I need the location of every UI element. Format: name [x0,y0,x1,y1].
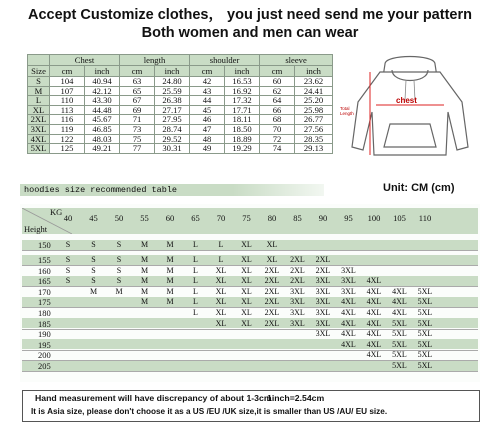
size-cell: 4XL [392,308,407,317]
size-cell: M [166,265,174,275]
size-cell: 5XL [417,350,433,360]
size-cell: M [140,240,149,249]
size-cell: L [193,286,198,296]
size-cell: S [28,77,50,87]
conversion-note: 1inch=2.54cm [267,393,325,403]
measure-cell: 64 [260,96,295,106]
size-cell: 5XL [417,339,433,349]
kg-label: KG [50,207,63,217]
measure-cell: 24.41 [295,86,333,96]
size-cell: M [28,86,50,96]
size-cell: M [166,276,174,286]
weight-header: 45 [89,213,98,223]
measure-cell: 16.92 [225,86,260,96]
title-line-2: Both women and men can wear [141,25,359,41]
size-cell: 3XL [290,318,305,328]
unit-header: cm [120,66,155,77]
size-cell: 3XL [290,297,305,307]
measure-cell: 63 [120,77,155,87]
size-cell: M [89,286,98,296]
measure-cell: 125 [50,144,85,154]
measure-cell: 18.89 [225,134,260,144]
measure-cell: 68 [260,115,295,125]
measure-cell: 17.71 [225,105,260,115]
size-cell: XL [241,276,252,286]
total-length-label-line-2: Length [340,111,354,116]
measure-cell: 119 [50,124,85,134]
size-cell: M [166,255,174,264]
measure-cell: 27.95 [155,115,190,125]
discrepancy-note: Hand measurement will have discrepancy of about 1-3cm [35,393,272,403]
weight-header: 85 [293,213,302,223]
size-cell: 5XL [417,318,433,328]
size-cell: XL [266,255,278,264]
measure-cell: 75 [120,134,155,144]
size-cell: S [65,265,71,275]
size-cell: 3XL [315,308,331,317]
height-cell: 205 [38,361,51,371]
size-cell: 5XL [392,350,407,360]
size-cell: 3XL [341,286,356,296]
size-cell: L [193,297,198,307]
measure-cell: 40.94 [85,77,120,87]
size-cell: S [116,255,122,264]
measure-cell: 26.77 [295,115,333,125]
size-cell: 3XL [315,297,331,307]
size-cell: M [166,286,174,296]
size-cell: L [218,255,224,264]
measure-cell: 65 [120,86,155,96]
measure-cell: 46.85 [85,124,120,134]
measure-cell: 47 [190,124,225,134]
group-header: shoulder [190,55,260,66]
measure-cell: 44 [190,96,225,106]
size-cell: L [193,240,198,249]
height-label: Height [24,224,48,234]
size-cell: 2XL [264,297,280,307]
measure-cell: 25.59 [155,86,190,96]
size-cell: S [65,255,71,264]
measure-cell: 42 [190,77,225,87]
measurement-unit-row [28,66,333,77]
size-cell: XL [266,240,278,249]
measure-cell: 44.48 [85,105,120,115]
size-cell: 2XL [264,276,280,286]
size-cell: 3XL [315,276,331,286]
size-cell: 3XL [290,308,305,317]
weight-header: 100 [367,213,381,223]
measurement-table [27,54,333,154]
corner-cell [28,55,50,66]
measure-cell: 49.21 [85,144,120,154]
size-cell: M [140,297,149,307]
measurement-group-row [28,55,333,66]
measure-cell: 62 [260,86,295,96]
unit-header: inch [85,66,120,77]
size-cell: 2XL [315,265,331,275]
size-cell: 4XL [392,297,407,307]
size-cell: 2XL [290,276,305,286]
height-cell: 200 [38,350,51,361]
size-cell: 5XL [417,308,433,317]
weight-header: 65 [191,213,200,223]
height-cell: 175 [38,297,51,308]
chest-label: chest [396,96,417,105]
measure-cell: 104 [50,77,85,87]
size-cell: M [140,255,149,264]
weight-header: 70 [216,213,226,223]
measure-cell: 49 [190,144,225,154]
measure-cell: 48 [190,134,225,144]
measure-cell: 67 [120,96,155,106]
size-cell: S [91,276,96,286]
weight-header: 60 [165,213,175,223]
size-cell: L [218,240,224,249]
size-cell: XL [215,308,227,317]
size-cell: XL [215,276,227,286]
table-row [28,144,333,154]
measure-cell: 110 [50,96,85,106]
measure-cell: 66 [260,105,295,115]
table-row [28,77,333,87]
height-cell: 160 [38,265,51,276]
weight-header: 75 [242,213,251,223]
size-cell: 5XL [417,361,433,370]
size-cell: 4XL [366,329,382,339]
size-cell: S [116,240,122,249]
size-cell: XL [241,308,252,317]
table-row [28,134,333,144]
size-cell: 4XL [366,297,382,307]
measure-cell: 116 [50,115,85,125]
size-cell: 2XL [264,318,280,328]
weight-header: 105 [393,213,406,223]
weight-header: 40 [63,213,73,223]
size-cell: 3XL [341,276,356,286]
size-cell: 4XL [341,339,356,349]
measure-cell: 70 [260,124,295,134]
unit-header: inch [295,66,333,77]
unit-header: inch [155,66,190,77]
size-cell: 4XL [392,286,407,296]
size-cell: 3XL [315,318,331,328]
measure-cell: 27.17 [155,105,190,115]
measure-cell: 28.35 [295,134,333,144]
size-cell: 4XL [341,318,356,328]
weight-header: 55 [140,213,149,223]
measure-cell: 113 [50,105,85,115]
measure-cell: 77 [120,144,155,154]
size-cell: XL [215,318,227,328]
size-cell: XL [215,265,227,275]
measure-cell: 73 [120,124,155,134]
row-divider [22,250,478,251]
measure-cell: 28.74 [155,124,190,134]
size-cell: 5XL [28,144,50,154]
measure-cell: 26.38 [155,96,190,106]
height-cell: 180 [38,308,51,318]
size-cell: 4XL [366,350,382,360]
size-cell: XL [241,297,252,307]
measure-cell: 60 [260,77,295,87]
group-header: Chest [50,55,120,66]
measure-cell: 74 [260,144,295,154]
size-cell: 3XL [341,265,356,275]
size-cell: XL [241,265,252,275]
size-cell: M [140,265,149,275]
size-cell: M [140,276,149,286]
size-cell: 4XL [341,308,356,317]
height-cell: 195 [38,339,51,350]
measure-cell: 24.80 [155,77,190,87]
measure-cell: 29.13 [295,144,333,154]
unit-header: cm [260,66,295,77]
size-cell: L [28,96,50,106]
measure-cell: 19.29 [225,144,260,154]
size-cell: 2XL [290,265,305,275]
size-cell: 2XL [264,265,280,275]
size-cell: XL [215,297,227,307]
size-cell: M [115,286,123,296]
size-cell: 4XL [341,329,356,339]
unit-header: cm [190,66,225,77]
table-row [28,115,333,125]
measure-cell: 107 [50,86,85,96]
measure-cell: 42.12 [85,86,120,96]
measure-cell: 46 [190,115,225,125]
measure-cell: 18.11 [225,115,260,125]
size-cell: S [65,240,71,249]
total-length-label [340,106,354,116]
size-cell: M [166,240,174,249]
weight-header: 80 [267,213,277,223]
size-cell: 4XL [366,286,382,296]
size-cell: L [193,308,198,317]
size-cell: S [91,265,96,275]
measure-cell: 43 [190,86,225,96]
table-row [28,124,333,134]
measure-cell: 48.03 [85,134,120,144]
size-cell: 5XL [417,329,433,339]
unit-header: cm [50,66,85,77]
size-cell: 2XL [28,115,50,125]
weight-header: 95 [344,213,353,223]
size-cell: XL [28,105,50,115]
measure-cell: 16.53 [225,77,260,87]
size-cell: M [166,297,174,307]
unit-header: inch [225,66,260,77]
size-cell: 4XL [28,134,50,144]
size-cell: 2XL [315,255,331,264]
size-cell: L [193,255,198,264]
size-cell: XL [241,318,252,328]
measure-cell: 43.30 [85,96,120,106]
title-line-1: Accept Customize clothes， you just need send me your pattern [28,7,472,23]
size-cell: XL [215,286,227,296]
size-cell: S [91,255,96,264]
table-row [28,105,333,115]
size-cell: 4XL [366,276,382,286]
measure-cell: 23.62 [295,77,333,87]
size-cell: XL [241,286,252,296]
size-cell: XL [241,240,252,249]
size-cell: 5XL [392,318,407,328]
height-cell: 155 [38,255,51,265]
table-row [28,96,333,106]
size-cell: 4XL [366,339,382,349]
weight-header: 90 [318,213,328,223]
weight-header: 110 [418,213,432,223]
measure-cell: 17.32 [225,96,260,106]
notes-box [22,390,480,422]
weight-header: 50 [114,213,124,223]
size-cell: 4XL [366,308,382,317]
group-header: length [120,55,190,66]
measure-cell: 72 [260,134,295,144]
row-divider [22,371,478,372]
size-cell: L [193,276,198,286]
height-cell: 150 [38,240,51,250]
size-cell: L [193,265,198,275]
size-cell: 3XL [315,329,331,339]
size-cell: 5XL [392,329,407,339]
measure-cell: 25.20 [295,96,333,106]
measure-cell: 25.98 [295,105,333,115]
size-cell: 3XL [290,286,305,296]
size-cell: 4XL [366,318,382,328]
asia-size-note: It is Asia size, please don't choose it as a US /EU /UK size,it is smaller than US /AU/ EU size. [31,407,388,416]
measure-cell: 71 [120,115,155,125]
size-cell: 5XL [417,286,433,296]
measure-cell: 30.31 [155,144,190,154]
measure-cell: 29.52 [155,134,190,144]
total-length-label-line-1: Total [340,106,350,111]
size-cell: 2XL [290,255,305,264]
size-cell: 3XL [315,286,331,296]
measure-cell: 45 [190,105,225,115]
size-cell: 3XL [28,124,50,134]
group-header: sleeve [260,55,333,66]
size-cell: S [91,240,96,249]
size-cell: XL [241,255,252,264]
size-cell: M [140,286,149,296]
size-header: Size [28,66,50,77]
height-cell: 185 [38,318,51,329]
size-cell: 5XL [417,297,433,307]
height-cell: 190 [38,329,51,340]
size-cell: 5XL [392,361,407,370]
measure-cell: 18.50 [225,124,260,134]
hoodie-illustration [340,52,480,162]
measure-cell: 122 [50,134,85,144]
size-cell: S [116,276,122,286]
height-cell: 165 [38,276,51,287]
recommended-table-title: hoodies size recommended table [20,184,324,196]
size-cell: 5XL [392,339,407,349]
table-row [28,86,333,96]
size-cell: S [116,265,122,275]
measure-cell: 27.56 [295,124,333,134]
unit-label: Unit: CM (cm) [383,182,455,194]
size-cell: 2XL [264,308,280,317]
measure-cell: 45.67 [85,115,120,125]
size-cell: 4XL [341,297,356,307]
height-cell: 170 [38,286,51,297]
measure-cell: 69 [120,105,155,115]
size-cell: 2XL [264,286,280,296]
size-cell: S [65,276,71,286]
